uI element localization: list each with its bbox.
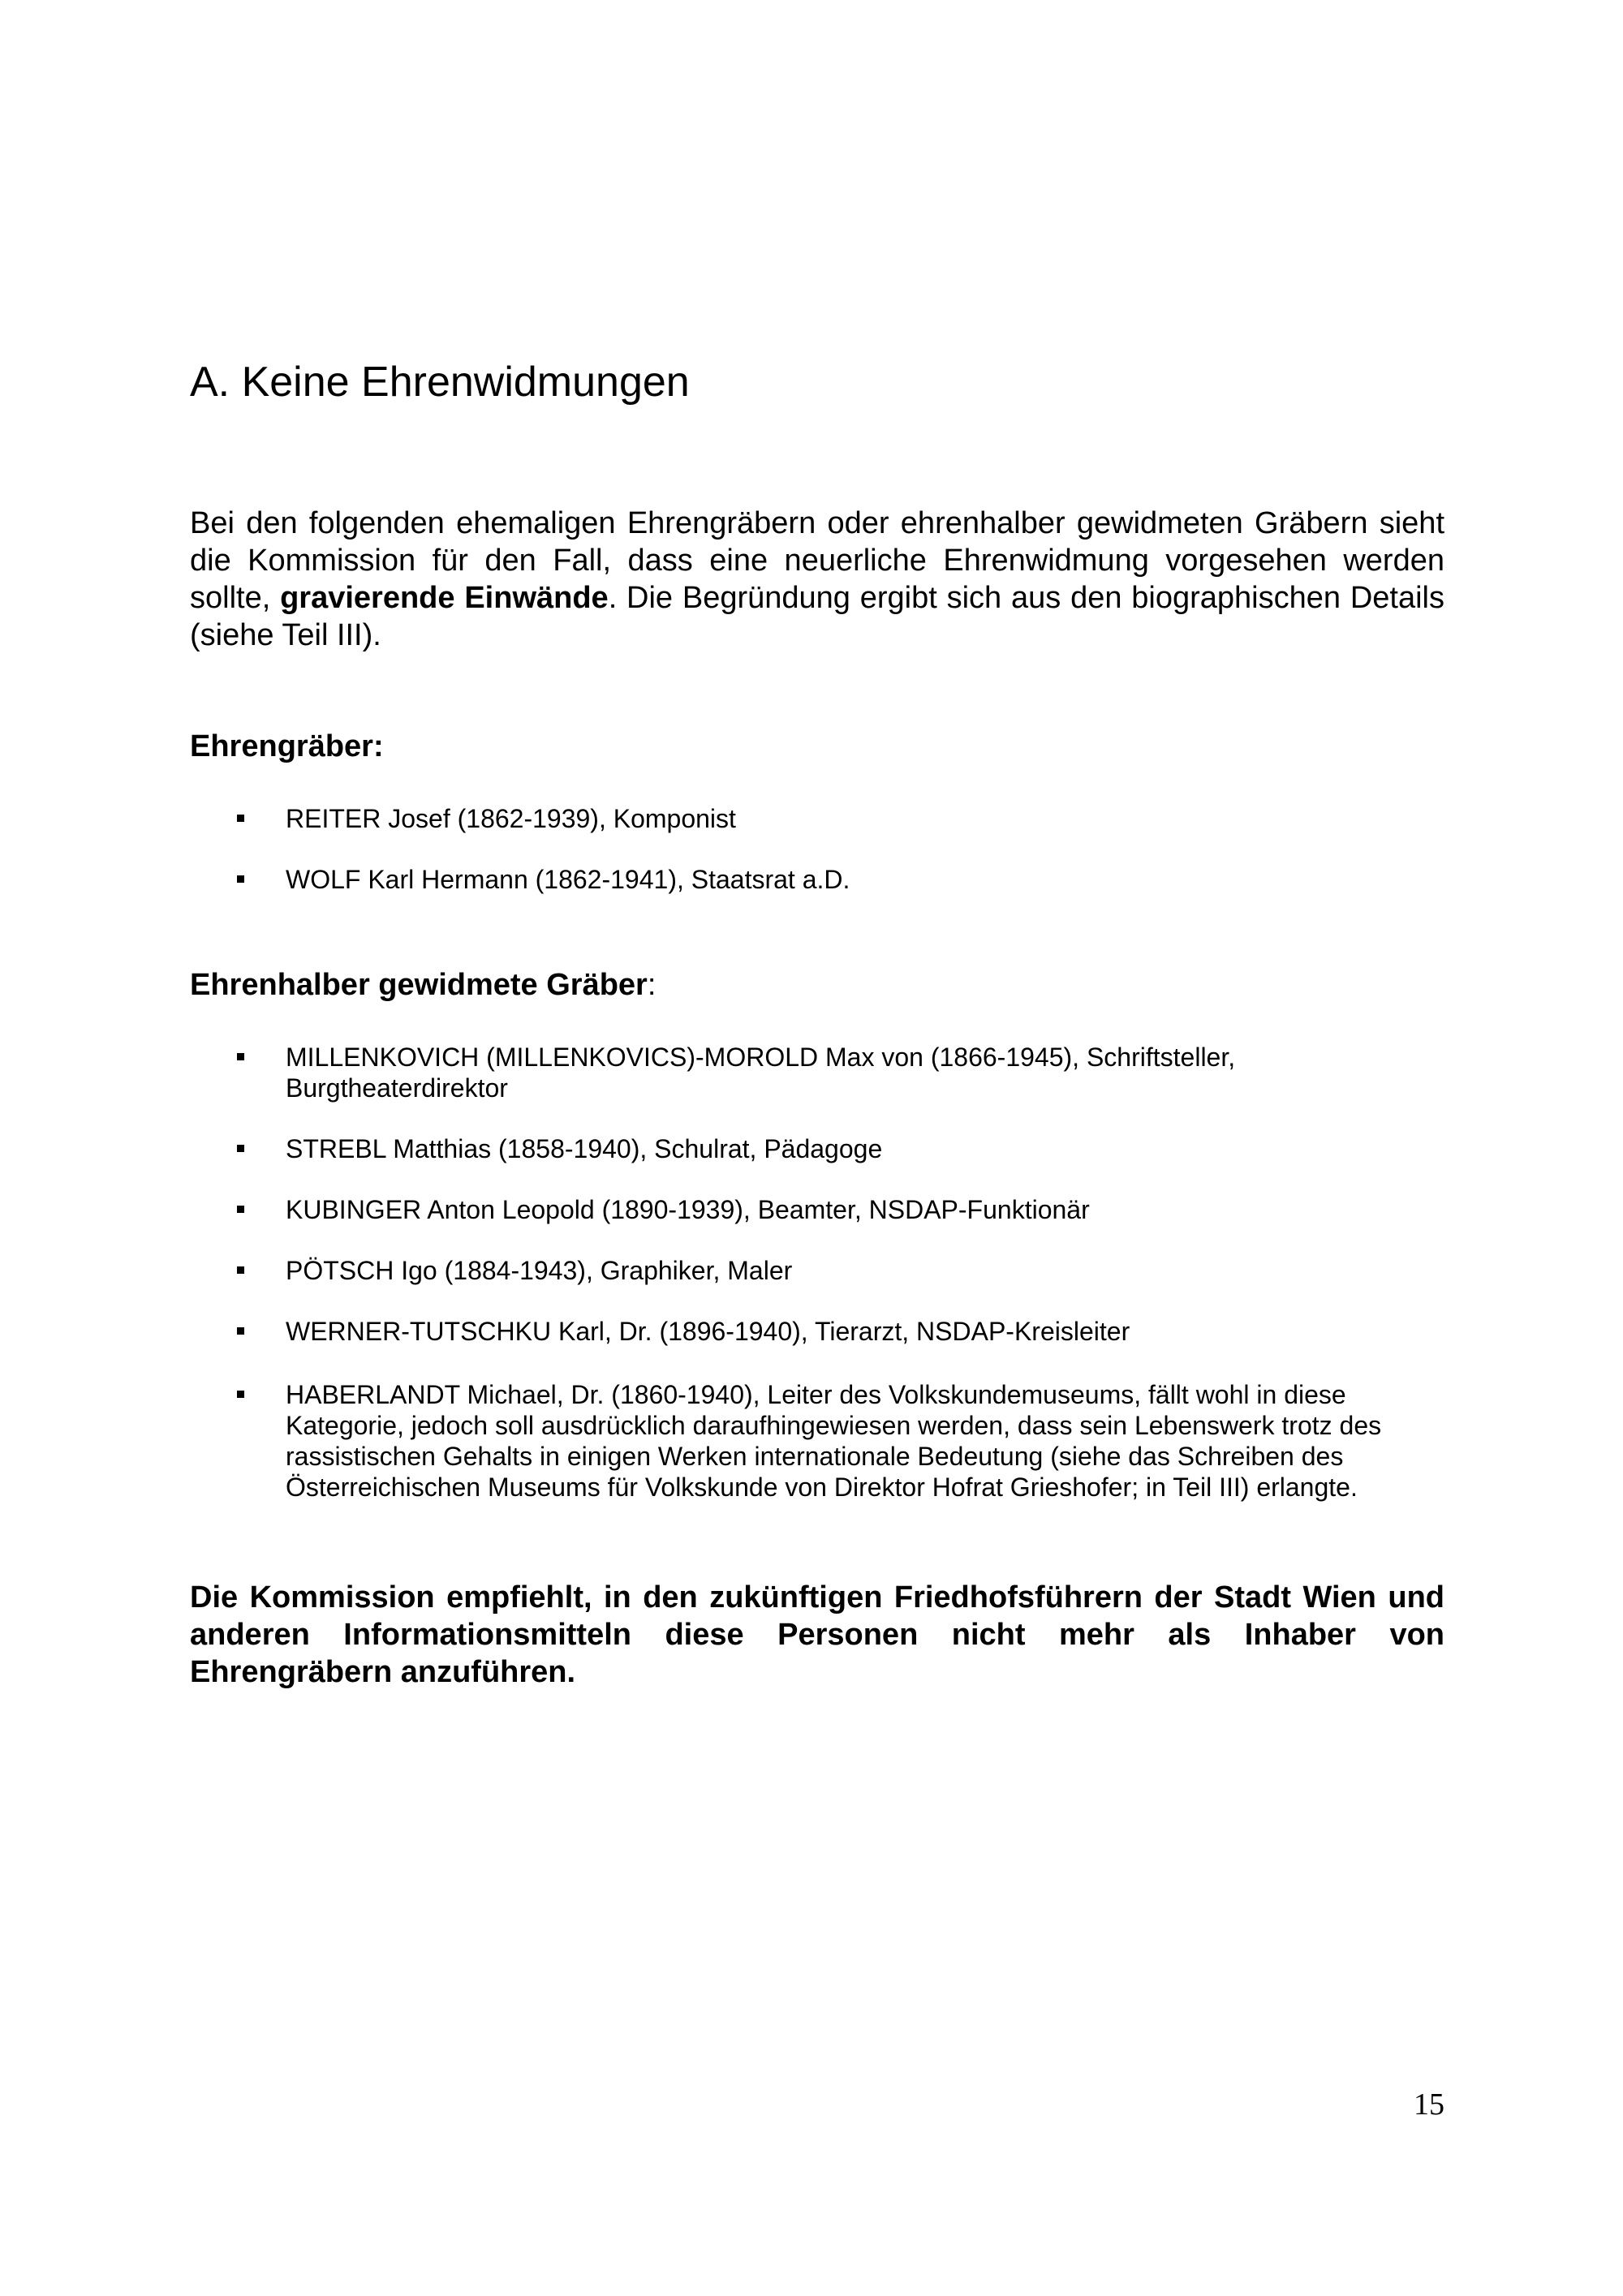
list-item <box>237 803 1446 834</box>
list-item <box>237 1042 1446 1103</box>
bullet-icon <box>237 1266 244 1274</box>
list-item-text: HABERLANDT Michael, Dr. (1860-1940), Leiter des Volkskundemuseums, fällt wohl in diese Kategorie, jedoch soll ausdrücklich daraufhingewiesen werden, dass sein Lebenswerk trotz des rassistischen Gehalts in einigen Werken internationale Bedeutung (siehe das Schreiben des Österreichischen Museums für Volkskunde von Direktor Hofrat Grieshofer; in Teil III) erlangte. <box>286 1380 1382 1502</box>
intro-paragraph <box>190 505 1444 654</box>
bullet-icon <box>237 1145 244 1152</box>
honorary-graves-heading: Ehrengräber: <box>190 729 384 763</box>
list-item <box>237 864 1446 895</box>
intro-text-part2: . Die Begründung ergibt sich aus den biographischen Details (siehe Teil III). <box>190 581 1444 652</box>
intro-emphasis: gravierende Einwände <box>280 581 609 615</box>
bullet-icon <box>237 875 244 883</box>
conclusion-paragraph: Die Kommission empfiehlt, in den zukünftigen Friedhofsführern der Stadt Wien und anderen Informationsmitteln diese Personen nicht mehr als Inhaber von Ehrengräbern anzuführen. <box>190 1580 1444 1689</box>
list-item <box>237 1194 1446 1225</box>
list-item-text: WOLF Karl Hermann (1862-1941), Staatsrat a.D. <box>286 865 850 894</box>
bullet-icon <box>237 1327 244 1335</box>
page-number: 15 <box>1414 2087 1444 2122</box>
list-item <box>237 1255 1446 1286</box>
list-item-text: KUBINGER Anton Leopold (1890-1939), Beamter, NSDAP-Funktionär <box>286 1195 1090 1224</box>
bullet-icon <box>237 1206 244 1213</box>
bullet-icon <box>237 815 244 822</box>
list-item-text: WERNER-TUTSCHKU Karl, Dr. (1896-1940), Tierarzt, NSDAP-Kreisleiter <box>286 1317 1130 1346</box>
page-heading: A. Keine Ehrenwidmungen <box>190 359 690 406</box>
list-item-text: MILLENKOVICH (MILLENKOVICS)-MOROLD Max von (1866-1945), Schriftsteller, Burgtheaterdirektor <box>286 1043 1236 1103</box>
list-item-text: STREBL Matthias (1858-1940), Schulrat, Pädagoge <box>286 1134 883 1163</box>
dedicated-graves-heading <box>190 967 656 1004</box>
list-item <box>237 1133 1446 1164</box>
list-item-text: REITER Josef (1862-1939), Komponist <box>286 804 736 833</box>
bullet-icon <box>237 1391 244 1398</box>
bullet-icon <box>237 1053 244 1060</box>
dedicated-graves-title: Ehrenhalber gewidmete Gräber <box>190 968 648 1002</box>
list-item-text: PÖTSCH Igo (1884-1943), Graphiker, Maler <box>286 1256 793 1285</box>
dedicated-graves-colon: : <box>647 968 657 1002</box>
list-item <box>237 1379 1446 1503</box>
intro-text-part1: Bei den folgenden ehemaligen Ehrengräbern oder ehrenhalber gewidmeten Gräbern sieht die Kommission für den Fall, dass eine neuerliche Ehrenwidmung vorgesehen werden sollte, <box>190 506 1444 615</box>
list-item <box>237 1316 1446 1347</box>
